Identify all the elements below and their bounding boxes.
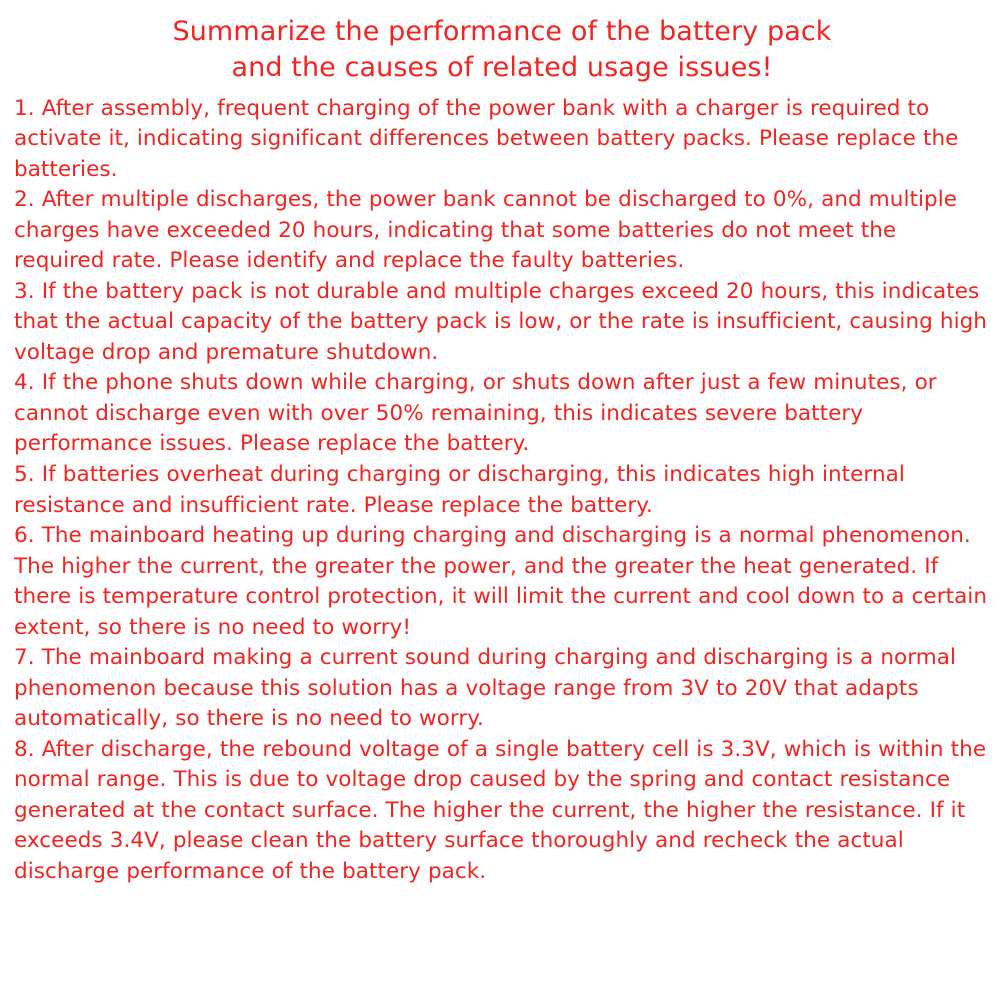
page-title-line-2: and the causes of related usage issues! xyxy=(231,51,773,83)
paragraph-7: 7. The mainboard making a current sound during charging and discharging is a normal phenomenon because this solution has a voltage range from 3V to 20V that adapts automatically, so there is no need to worry. xyxy=(14,645,956,732)
page-title xyxy=(14,14,990,86)
body-text xyxy=(14,94,990,887)
paragraph-3: 3. If the battery pack is not durable and multiple charges exceed 20 hours, this indicates that the actual capacity of the battery pack is low, or the rate is insufficient, causing high voltage drop and premature shutdown. xyxy=(14,278,987,365)
paragraph-5: 5. If batteries overheat during charging or discharging, this indicates high internal resistance and insufficient rate. Please replace the battery. xyxy=(14,462,905,518)
paragraph-2: 2. After multiple discharges, the power bank cannot be discharged to 0%, and multiple charges have exceeded 20 hours, indicating that some batteries do not meet the required rate. Please identify and replace the faulty batteries. xyxy=(14,187,957,274)
page-title-line-1: Summarize the performance of the battery pack xyxy=(172,16,832,47)
paragraph-6: 6. The mainboard heating up during charging and discharging is a normal phenomenon. The higher the current, the greater the power, and the greater the heat generated. If there is temperature control protection, it will limit the current and cool down to a certain extent, so there is no need to worry! xyxy=(14,523,988,640)
paragraph-8: 8. After discharge, the rebound voltage of a single battery cell is 3.3V, which is within the normal range. This is due to voltage drop caused by the spring and contact resistance generated at the contact surface. The higher the current, the higher the resistance. If it exceeds 3.4V, please clean the battery surface thoroughly and recheck the actual discharge performance of the battery pack. xyxy=(14,736,987,884)
paragraph-1: 1. After assembly, frequent charging of the power bank with a charger is required to activate it, indicating significant differences between battery packs. Please replace the batteries. xyxy=(14,95,959,182)
paragraph-4: 4. If the phone shuts down while charging, or shuts down after just a few minutes, or cannot discharge even with over 50% remaining, this indicates severe battery performance issues. Please replace the battery. xyxy=(14,370,937,457)
